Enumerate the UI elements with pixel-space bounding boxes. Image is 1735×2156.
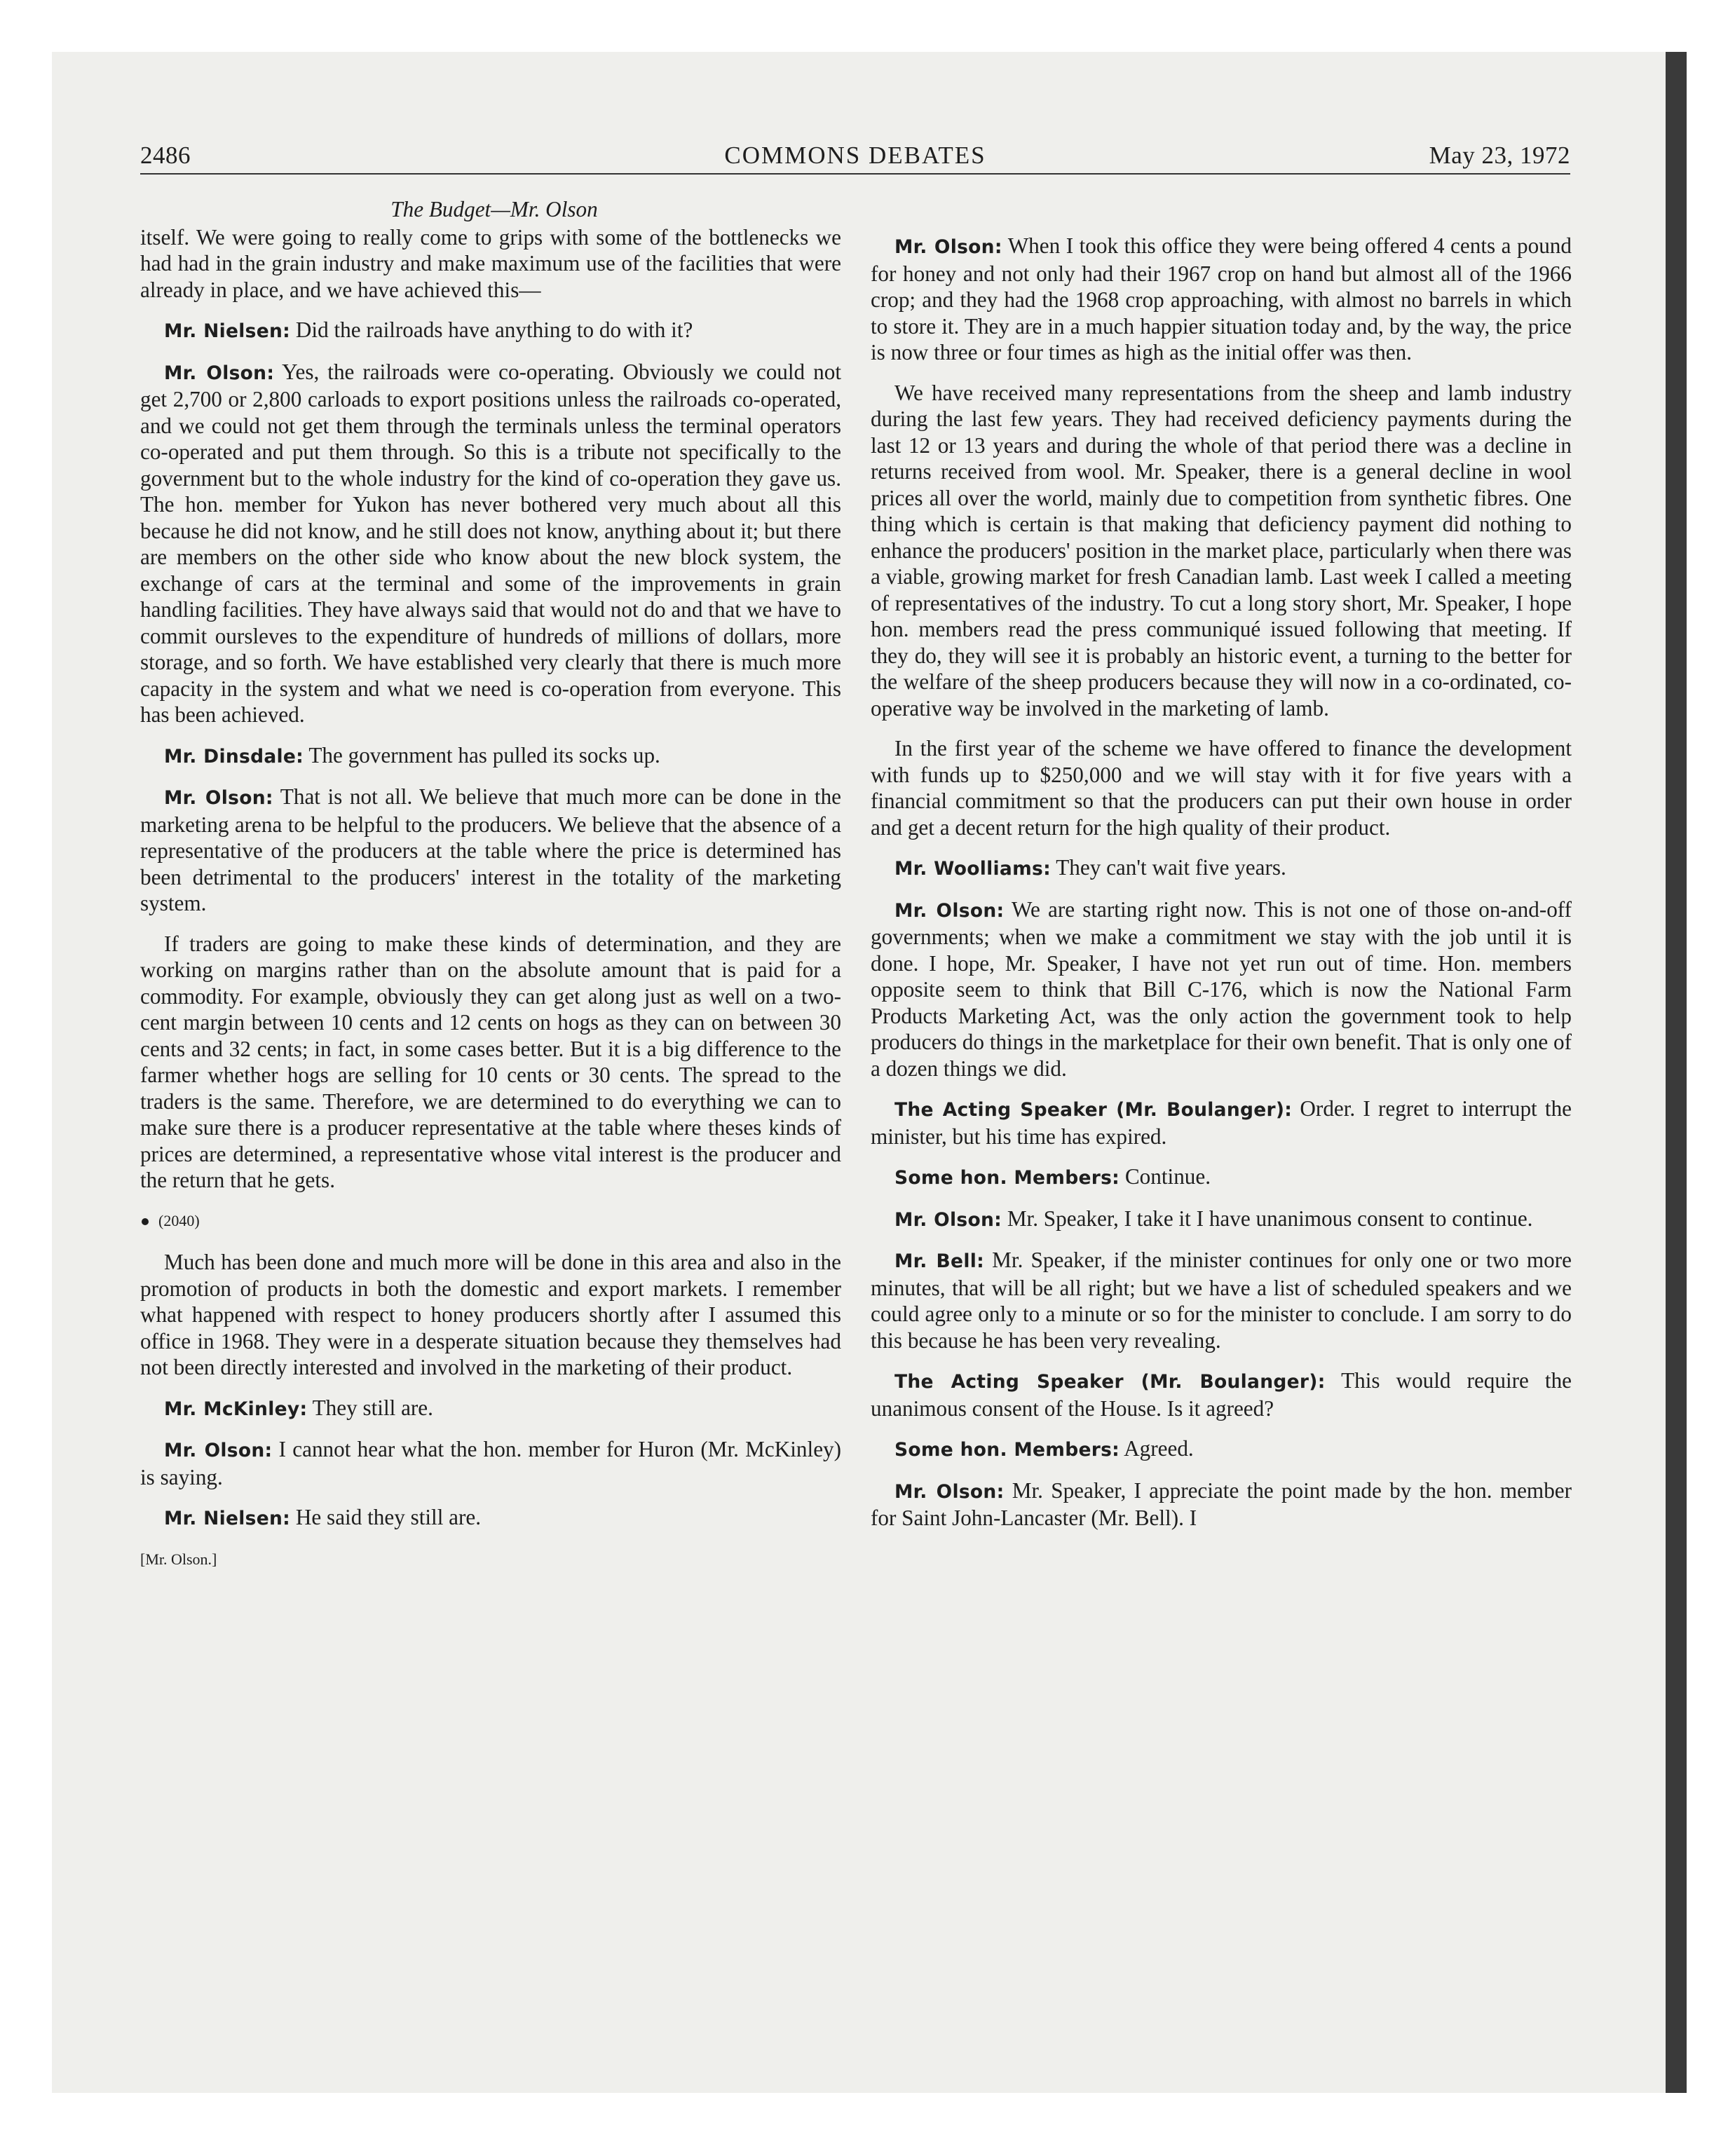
speaker-name: Some hon. Members: [894, 1167, 1120, 1189]
paragraph [871, 1247, 1572, 1353]
paragraph [871, 854, 1572, 882]
paragraph [871, 1435, 1572, 1464]
speech-text: We are starting right now. This is not one of those on-and-off governments; when we make a commitment we stay with the job until it is done. I hope, Mr. Speaker, I have not yet run out of time. Hon. members opposite seem to think that Bill C-176, which is now the National Farm Products Marketing Act, was the only action the government took to help producers do things in the marketplace for their own benefit. That is only one of a dozen things we did. [871, 896, 1572, 1081]
speech-text: I cannot hear what the hon. member for Huron (Mr. McKinley) is saying. [140, 1437, 842, 1489]
speaker-name: Mr. McKinley: [164, 1398, 308, 1420]
scan-edge-shadow [1666, 52, 1687, 2093]
page-number: 2486 [140, 142, 191, 169]
speech-text: He said they still are. [295, 1505, 482, 1529]
speaker-name: Mr. Olson: [894, 236, 1002, 258]
running-head: The Budget—Mr. Olson [390, 197, 598, 221]
speech-text: In the first year of the scheme we have offered to finance the development with funds up to $250,000 and we will stay with it for five years with a financial commitment so that the producers can put their own house in order and get a decent return for the high quality of their product. [871, 736, 1572, 840]
page-header [140, 142, 1570, 175]
publication-date: May 23, 1972 [1429, 142, 1570, 169]
right-paragraphs [871, 233, 1572, 1531]
speaker-name: Mr. Olson: [894, 1208, 1002, 1231]
speaker-name: Mr. Nielsen: [164, 320, 291, 342]
paragraph [140, 784, 841, 917]
paragraph [140, 317, 841, 345]
paragraph [871, 1206, 1572, 1234]
speech-text: If traders are going to make these kinds of determination, and they are working on margins rather than on the absolute amount that is paid for a commodity. For example, obviously they can get along just as well on a two-cent margin between 10 cents and 12 cents on hogs as they can on between 30 cents and 32 cents; in fact, in some cases better. But it is a big difference to the farmer whether hogs are selling for 10 cents or 30 cents. The spread to the traders is the same. Therefore, we are determined to do everything we can to make sure there is a producer representative at the table where theses kinds of prices are determined, a representative whose vital interest is the producer and the return that he gets. [140, 931, 841, 1192]
paragraph [140, 931, 841, 1194]
paragraph [871, 233, 1572, 366]
speech-text: itself. We were going to really come to grips with some of the bottlenecks we had had in the grain industry and make maximum use of the facilities that were already in place, and we have achieved this— [140, 224, 841, 302]
paragraph [871, 735, 1572, 840]
paragraph [140, 359, 841, 728]
paragraph [871, 896, 1572, 1082]
speech-text: We have received many representations from the sheep and lamb industry during the last few years. They had received deficiency payments during the last 12 or 13 years and during the whole of that period there was a decline in returns received from wool. Mr. Speaker, there is a general decline in wool prices all over the world, mainly due to competition from synthetic fibres. One thing which is certain is that making that deficiency payment did nothing to enhance the producers' position in the market place, particularly when there was a viable, growing market for fresh Canadian lamb. Last week I called a meeting of representatives of the industry. To cut a long story short, Mr. Speaker, I hope hon. members read the press communiqué issued following that meeting. If they do, they will see it is probably an historic event, a turning to the better for the welfare of the sheep producers because they will now in a co-ordinated, co-operative way be involved in the marketing of lamb. [871, 380, 1572, 721]
bullet-icon [142, 1218, 149, 1225]
speech-text: They can't wait five years. [1056, 855, 1286, 880]
paragraph [140, 1504, 841, 1532]
left-paragraphs [140, 224, 841, 1194]
speech-text: This would require the unanimous consent of the House. Is it agreed? [871, 1368, 1572, 1421]
speech-text: Much has been done and much more will be done in this area and also in the promotion of products in both the domestic and export markets. I remember what happened with respect to honey producers shortly after I assumed this office in 1968. They were in a desperate situation because they themselves had not been directly interested and involved in the marketing of their product. [140, 1250, 841, 1379]
paragraph [140, 224, 841, 303]
speaker-name: Mr. Nielsen: [164, 1508, 291, 1529]
speech-text: Yes, the railroads were co-operating. Obviously we could not get 2,700 or 2,800 carloads to export positions unless the railroads co-operated, and we could not get them through the terminals unless the terminal operators co-operated and put them through. So this is a tribute not specifically to the government but to the whole industry for the kind of co-operation they gave us. The hon. member for Yukon has never bothered very much about all this because he did not know, and he still does not know, anything about it; but there are members on the other side who know about the new block system, the exchange of cars at the terminal and some of the improvements in grain handling facilities. They have always said that would not do and that we have to commit oursleves to the expenditure of hundreds of millions of dollars, more storage, and so forth. We have established very clearly that there is much more capacity in the system and what we need is co-operation from everyone. This has been achieved. [140, 359, 842, 727]
speaker-name: Mr. Dinsdale: [164, 745, 304, 767]
speech-text: Continue. [1124, 1164, 1211, 1189]
speech-text: The government has pulled its socks up. [308, 742, 660, 767]
time-marker-text: (2040) [158, 1211, 200, 1229]
paragraph [140, 1395, 841, 1423]
speaker-name: Mr. Woolliams: [894, 858, 1051, 880]
paragraph [140, 742, 841, 770]
left-column [140, 196, 841, 1572]
speech-text: Mr. Speaker, if the minister continues for only one or two more minutes, that will be all right; but we have a list of scheduled speakers and we could agree only to a minute or so for the minister to conclude. I am sorry to do this because he has been very revealing. [871, 1248, 1572, 1353]
speech-text: Order. I regret to interrupt the minister, but his time has expired. [871, 1096, 1572, 1149]
speech-text: Agreed. [1124, 1436, 1194, 1461]
speech-text: Did the railroads have anything to do with it? [295, 318, 693, 342]
speaker-name: The Acting Speaker (Mr. Boulanger): [894, 1371, 1326, 1393]
paragraph [140, 1436, 841, 1490]
speech-text: Mr. Speaker, I take it I have unanimous consent to continue. [1007, 1206, 1533, 1231]
footnote: [Mr. Olson.] [140, 1550, 217, 1568]
speech-text: They still are. [312, 1395, 433, 1420]
speaker-name: Mr. Olson: [894, 899, 1005, 922]
paragraph [871, 380, 1572, 722]
paragraph [871, 1096, 1572, 1149]
speaker-name: Mr. Olson: [164, 362, 275, 384]
paragraph [871, 1478, 1572, 1531]
speech-text: Mr. Speaker, I appreciate the point made by the hon. member for Saint John-Lancaster (Mr. Bell). I [871, 1478, 1572, 1530]
speech-text: That is not all. We believe that much more can be done in the marketing arena to be helpful to the producers. We believe that the absence of a representative of the producers at the table where the price is determined has been detrimental to the producers' interest in the totality of the marketing system. [140, 784, 842, 915]
speaker-name: Mr. Olson: [164, 787, 273, 809]
time-marker [140, 1208, 841, 1234]
speaker-name: Some hon. Members: [894, 1439, 1120, 1461]
speaker-name: The Acting Speaker (Mr. Boulanger): [894, 1099, 1293, 1121]
speaker-name: Mr. Bell: [894, 1250, 984, 1272]
publication-title: COMMONS DEBATES [724, 142, 986, 169]
paragraph [871, 1164, 1572, 1192]
speaker-name: Mr. Olson: [164, 1440, 273, 1461]
right-column [871, 233, 1572, 1546]
left-paragraphs-2 [140, 1249, 841, 1532]
paragraph [140, 1249, 841, 1381]
header-rule [140, 173, 1570, 175]
speech-text: When I took this office they were being offered 4 cents a pound for honey and not only had their 1967 crop on hand but almost all of the 1966 crop; and they had the 1968 crop approaching, with almost no barrels in which to store it. They are in a much happier situation today and, by the way, the price is now three or four times as high as the initial offer was then. [871, 233, 1572, 364]
paragraph [871, 1367, 1572, 1421]
speaker-name: Mr. Olson: [894, 1480, 1005, 1503]
